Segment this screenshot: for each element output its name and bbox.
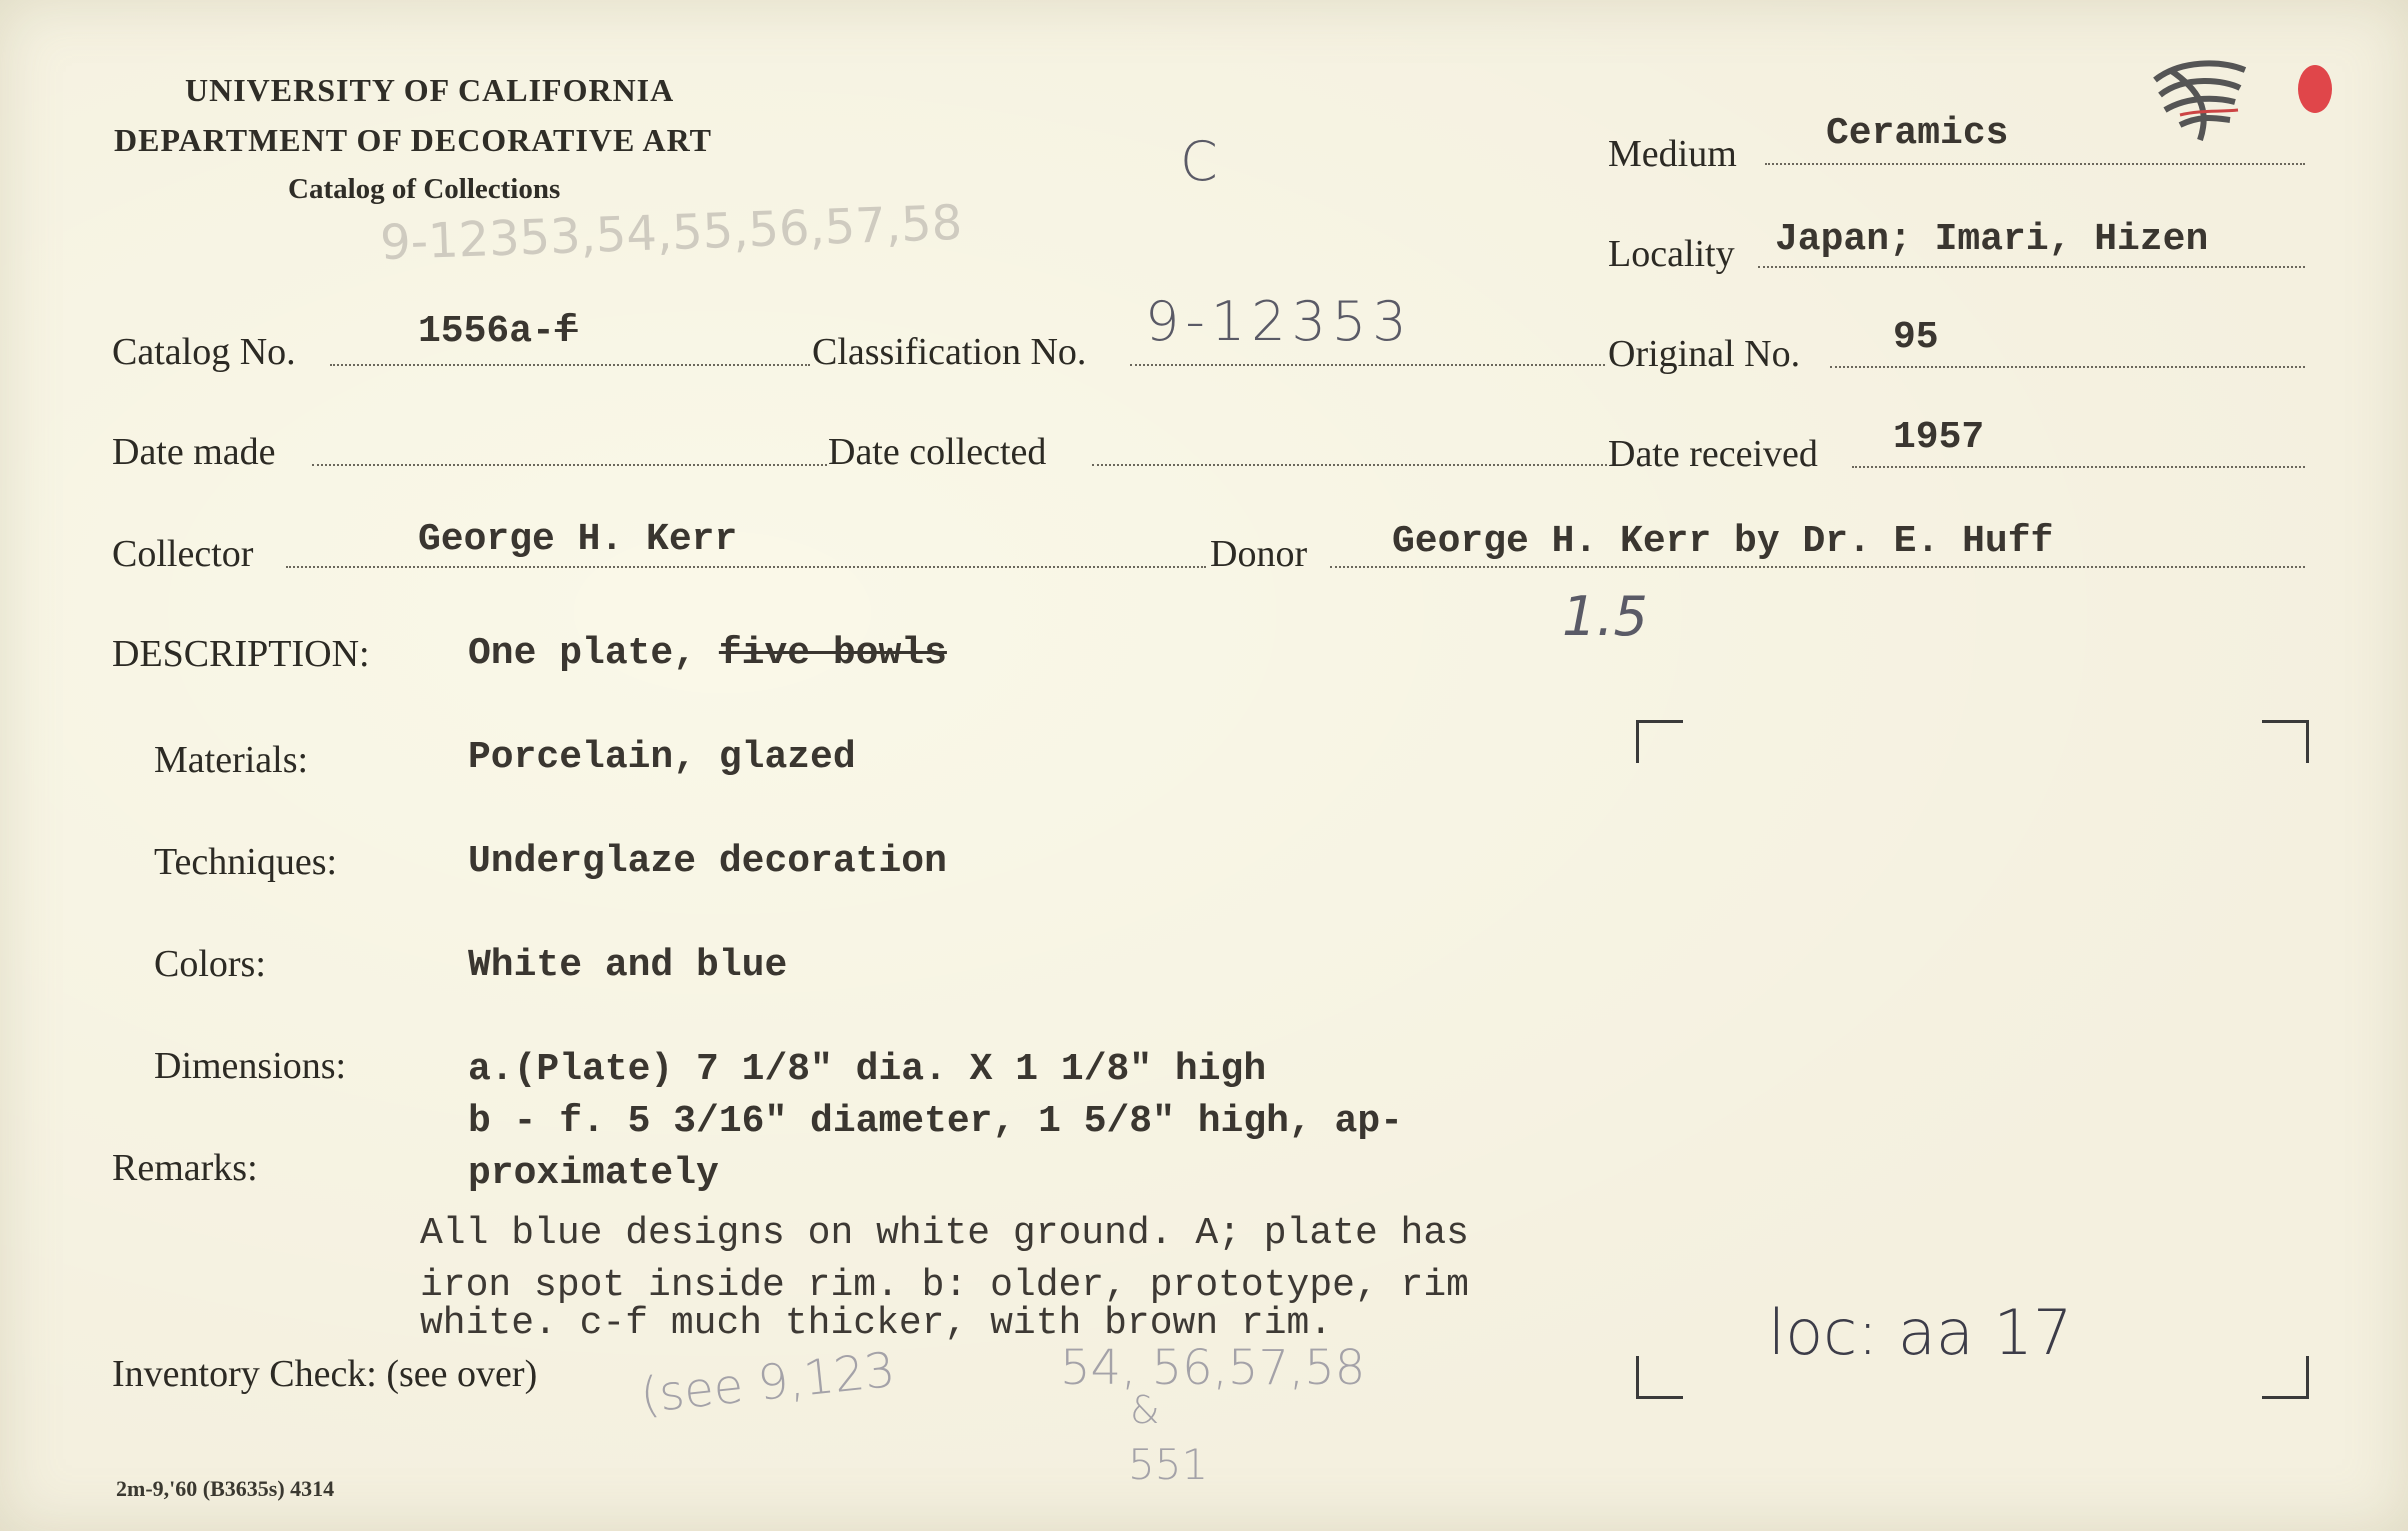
dimensions-line-2: b - f. 5 3/16" diameter, 1 5/8" high, ap-: [468, 1100, 1403, 1143]
techniques-label: Techniques:: [154, 841, 338, 883]
date-received-value: 1957: [1893, 416, 1985, 459]
remarks-label: Remarks:: [112, 1147, 258, 1189]
dimensions-line-1: a.(Plate) 7 1/8" dia. X 1 1/8" high: [468, 1048, 1267, 1091]
remarks-line-2: iron spot inside rim. b: older, prototype, rim: [420, 1264, 1469, 1307]
scribble-mark: [2140, 40, 2260, 150]
pencil-see-note-2: 54, 56,57,58: [1060, 1340, 1366, 1396]
date-received-label: Date received: [1608, 433, 1818, 475]
medium-value: Ceramics: [1826, 112, 2009, 155]
faint-pencil-numbers: 9-12353,54,55,56,57,58: [379, 194, 964, 272]
date-made-line: [312, 464, 827, 466]
materials-label: Materials:: [154, 739, 309, 781]
frame-corner-top-right: [2262, 720, 2309, 763]
print-code: 2m-9,'60 (B3635s) 4314: [116, 1476, 335, 1501]
description-label: DESCRIPTION:: [112, 633, 370, 675]
catalog-no-line: [330, 364, 810, 366]
classification-no-line: [1130, 364, 1605, 366]
measure-note: 1.5: [1562, 585, 1648, 648]
remarks-line-1: All blue designs on white ground. A; plate has: [420, 1212, 1469, 1255]
location-note: loc: aa 17: [1768, 1296, 2073, 1369]
description-value: One plate, five bowls: [468, 632, 947, 675]
pencil-see-note: (see 9,123: [637, 1341, 898, 1425]
materials-value: Porcelain, glazed: [468, 736, 856, 779]
catalog-no-label: Catalog No.: [112, 331, 296, 373]
colors-value: White and blue: [468, 944, 788, 987]
date-collected-label: Date collected: [828, 431, 1047, 473]
classification-no-label: Classification No.: [812, 331, 1087, 373]
frame-corner-bottom-left: [1636, 1356, 1683, 1399]
locality-label: Locality: [1608, 233, 1735, 275]
catalog-no-value: 1556a-f: [418, 310, 578, 353]
donor-line: [1330, 566, 2305, 568]
frame-corner-bottom-right: [2262, 1356, 2309, 1399]
medium-label: Medium: [1608, 133, 1737, 175]
original-no-value: 95: [1893, 316, 1939, 359]
handwritten-c-mark: C: [1180, 130, 1218, 193]
red-dot: [2298, 65, 2332, 113]
donor-label: Donor: [1210, 533, 1308, 575]
locality-value: Japan; Imari, Hizen: [1775, 218, 2209, 261]
remarks-line-3: white. c-f much thicker, with brown rim.: [420, 1302, 1333, 1345]
collector-label: Collector: [112, 533, 254, 575]
colors-label: Colors:: [154, 943, 266, 985]
dimensions-label: Dimensions:: [154, 1045, 347, 1087]
techniques-value: Underglaze decoration: [468, 840, 947, 883]
donor-value: George H. Kerr by Dr. E. Huff: [1392, 520, 2054, 563]
pencil-see-note-4: 551: [1128, 1440, 1209, 1489]
header-catalog: Catalog of Collections: [288, 173, 561, 205]
dimensions-line-3: proximately: [468, 1152, 719, 1195]
collector-line: [286, 566, 1206, 568]
locality-line: [1758, 266, 2305, 268]
header-department: DEPARTMENT OF DECORATIVE ART: [114, 122, 712, 158]
inventory-check-label: Inventory Check: (see over): [112, 1353, 538, 1395]
original-no-label: Original No.: [1608, 333, 1801, 375]
date-collected-line: [1092, 464, 1607, 466]
collector-value: George H. Kerr: [418, 518, 738, 561]
original-no-line: [1830, 366, 2305, 368]
pencil-see-note-3: &: [1130, 1388, 1160, 1432]
medium-line: [1765, 163, 2305, 165]
frame-corner-top-left: [1636, 720, 1683, 763]
header-university: UNIVERSITY OF CALIFORNIA: [185, 72, 675, 108]
date-made-label: Date made: [112, 431, 276, 473]
date-received-line: [1852, 466, 2305, 468]
classification-no-value: 9-12353: [1145, 290, 1413, 353]
